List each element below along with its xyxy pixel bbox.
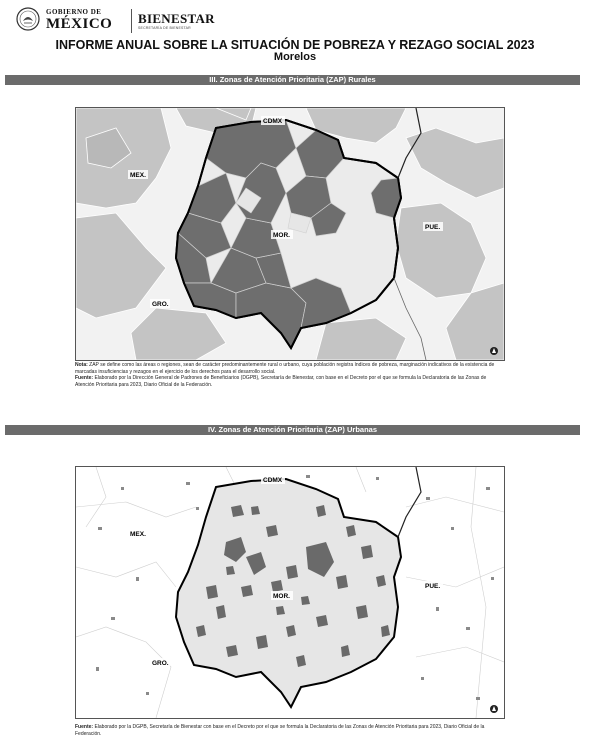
rural-source-text: Elaborado por la Dirección General de Padrones de Beneficiarios (DGPB), Secretaría de Bienestar, con base en el Decreto por el que se formula la Declaratoria de las Zonas de Atención Prioritaria para 2023, Diario Oficial de la Federación. [75, 375, 487, 388]
map-rural [75, 107, 505, 361]
label-gro: GRO. [152, 301, 169, 308]
label-mor: MOR. [273, 232, 290, 239]
north-arrow-icon [490, 347, 498, 355]
urban-notes [75, 724, 505, 737]
north-arrow-icon [490, 705, 498, 713]
urban-source-label: Fuente: [75, 724, 94, 730]
rural-notes [75, 362, 505, 388]
label-pue-urban: PUE. [425, 583, 441, 590]
note-text: ZAP se define como las áreas o regiones, sean de carácter predominantemente rural o urbano, cuya población registra índices de pobreza, marginación indicativos de la existencia de marcadas insuficiencias y rezagos en el ejercicio de los derechos para el desarrollo social. [75, 362, 495, 375]
section-urban-heading: IV. Zonas de Atención Prioritaria (ZAP) Urbanas [5, 425, 580, 435]
bienestar-subtext: SECRETARÍA DE BIENESTAR [138, 26, 191, 30]
label-mex: MEX. [130, 172, 146, 179]
map-rural-svg [76, 108, 504, 360]
government-seal-icon [16, 7, 40, 31]
document-title: INFORME ANUAL SOBRE LA SITUACIÓN DE POBREZA Y REZAGO SOCIAL 2023 [55, 38, 535, 52]
gob-line: GOBIERNO DE [46, 8, 102, 16]
document-subtitle: Morelos [273, 51, 317, 63]
mexico-line: MÉXICO [46, 16, 113, 32]
rural-source-label: Fuente: [75, 375, 94, 381]
section-rural-heading: III. Zonas de Atención Prioritaria (ZAP) Rurales [5, 75, 580, 85]
label-cdmx: CDMX [263, 118, 283, 125]
label-gro-urban: GRO. [152, 660, 169, 667]
map-urban-svg [76, 467, 504, 718]
map-urban [75, 466, 505, 719]
header-divider [131, 9, 132, 33]
bienestar-logo-text: BIENESTAR [138, 11, 215, 26]
page-header [10, 5, 310, 35]
urban-source-text: Elaborado por la DGPB, Secretaría de Bienestar con base en el Decreto por el que se formula la Declaratoria de las Zonas de Atención Prioritaria para 2023, Diario Oficial de la Federación. [75, 724, 485, 737]
label-mor-urban: MOR. [273, 593, 290, 600]
label-cdmx-urban: CDMX [263, 477, 283, 484]
label-mex-urban: MEX. [130, 531, 146, 538]
note-label: Nota: [75, 362, 88, 368]
label-pue: PUE. [425, 224, 441, 231]
